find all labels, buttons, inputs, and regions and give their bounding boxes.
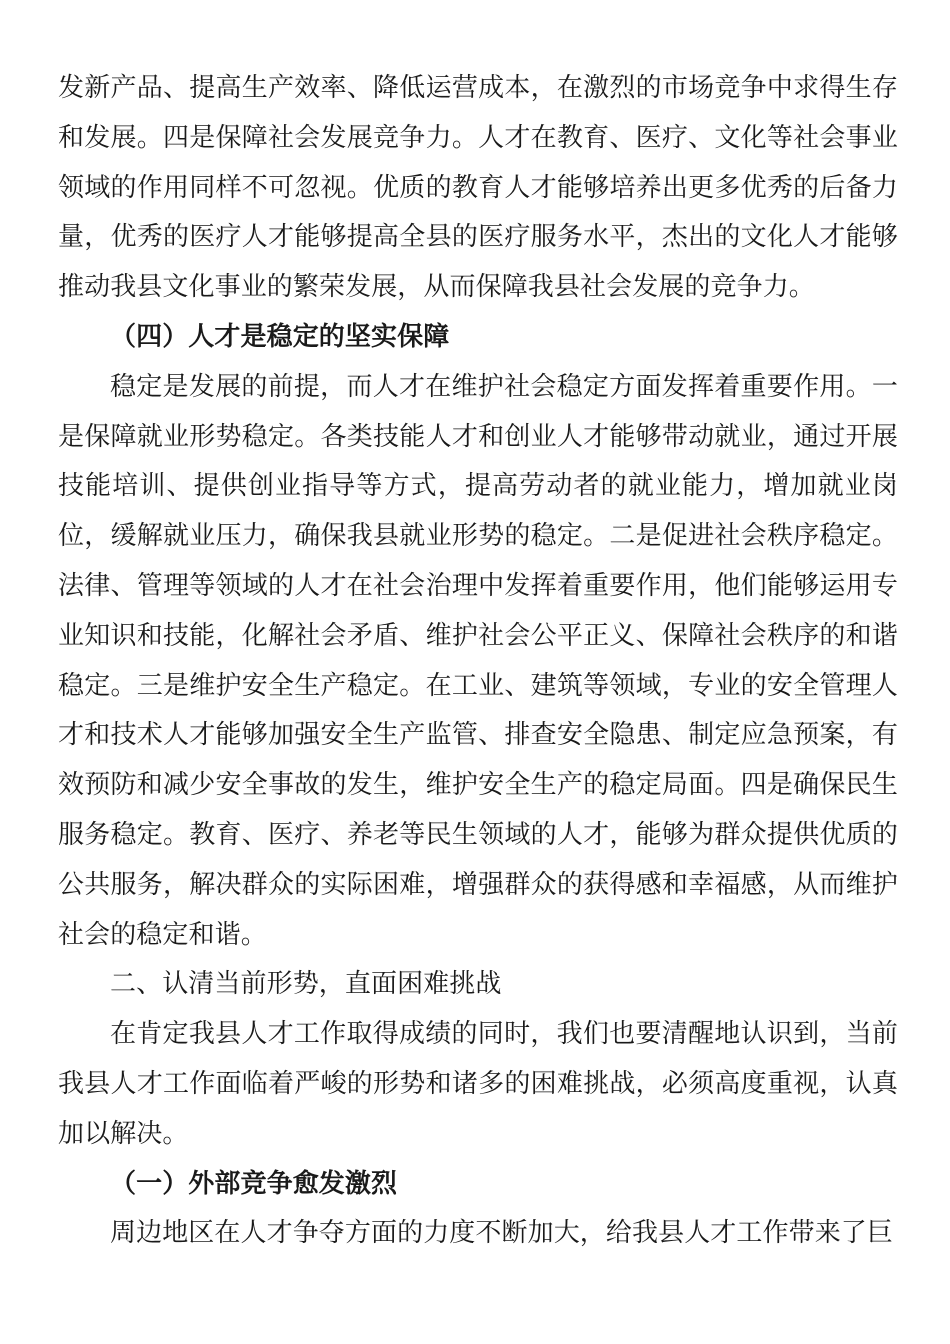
paragraph-competition: 周边地区在人才争夺方面的力度不断加大，给我县人才工作带来了巨: [110, 1218, 894, 1249]
paragraph-situation: 在肯定我县人才工作取得成绩的同时，我们也要清醒地认识到，当前我县人才工作面临着严峻的形势和诸多的困难挑战，必须高度重视，认真加以解决。: [58, 1019, 898, 1149]
document-page: [58, 64, 898, 1259]
chapter-heading-2: 二、认清当前形势，直面困难挑战: [110, 969, 502, 1000]
section-heading-1: （一）外部竞争愈发激烈: [110, 1168, 398, 1199]
section-heading-4: （四）人才是稳定的坚实保障: [110, 321, 450, 352]
paragraph-stability: 稳定是发展的前提，而人才在维护社会稳定方面发挥着重要作用。一是保障就业形势稳定。各类技能人才和创业人才能够带动就业，通过开展技能培训、提供创业指导等方式，提高劳动者的就业能力，增加就业岗位，缓解就业压力，确保我县就业形势的稳定。二是促进社会秩序稳定。法律、管理等领域的人才在社会治理中发挥着重要作用，他们能够运用专业知识和技能，化解社会矛盾、维护社会公平正义、保障社会秩序的和谐稳定。三是维护安全生产稳定。在工业、建筑等领域，专业的安全管理人才和技术人才能够加强安全生产监管、排查安全隐患、制定应急预案，有效预防和减少安全事故的发生，维护安全生产的稳定局面。四是确保民生服务稳定。教育、医疗、养老等民生领域的人才，能够为群众提供优质的公共服务，解决群众的实际困难，增强群众的获得感和幸福感，从而维护社会的稳定和谐。: [58, 371, 898, 950]
paragraph-continuation: 发新产品、提高生产效率、降低运营成本，在激烈的市场竞争中求得生存和发展。四是保障社会发展竞争力。人才在教育、医疗、文化等社会事业领域的作用同样不可忽视。优质的教育人才能够培养出更多优秀的后备力量，优秀的医疗人才能够提高全县的医疗服务水平，杰出的文化人才能够推动我县文化事业的繁荣发展，从而保障我县社会发展的竞争力。: [58, 73, 898, 303]
